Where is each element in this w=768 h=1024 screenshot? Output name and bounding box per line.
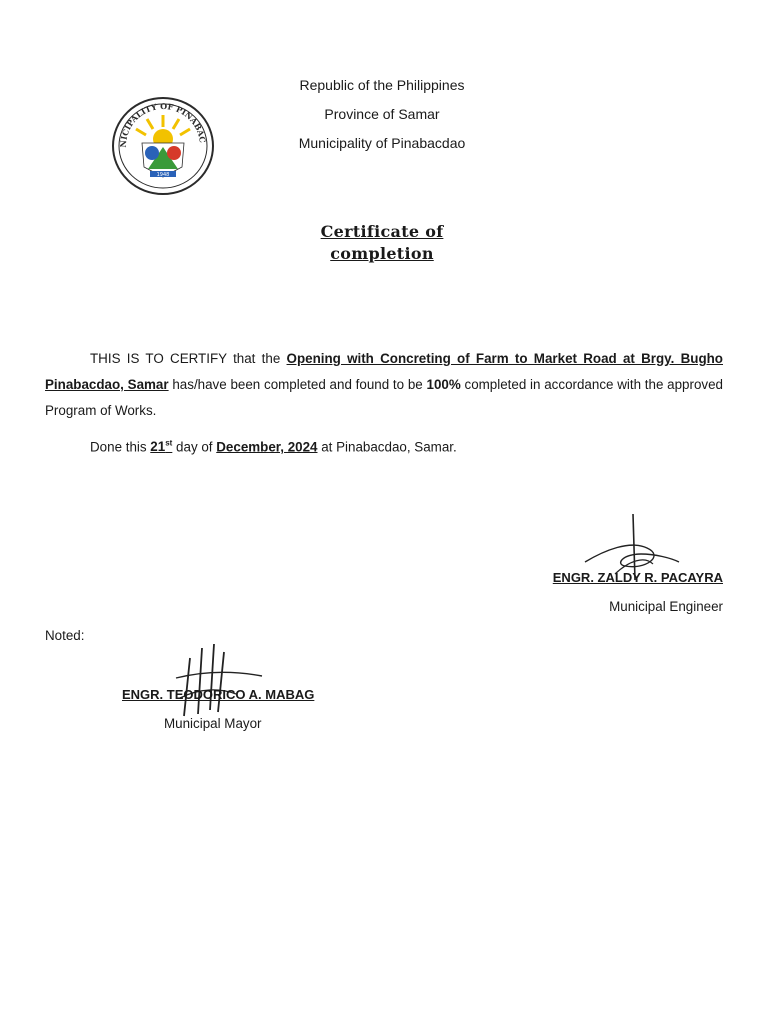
municipal-seal (112, 97, 214, 195)
done-day-suffix: st (165, 439, 173, 448)
body-intro: THIS IS TO CERTIFY that the (90, 351, 287, 366)
completion-percent: 100% (426, 377, 461, 392)
done-prefix: Done this (90, 439, 151, 455)
noted-label: Noted: (45, 628, 85, 643)
header-country: Republic of the Philippines (299, 77, 465, 93)
done-line (90, 439, 457, 454)
certificate-body (45, 346, 723, 424)
body-mid: has/have been completed and found to be (168, 377, 427, 392)
done-end: at Pinabacdao, Samar. (317, 439, 457, 455)
certificate-title-line2: completion (330, 244, 434, 263)
project-name: Opening with Concreting of Farm to Market Road at Brgy. Bugho Pinabacdao, Samar (45, 351, 723, 392)
done-day-number: 21 (150, 439, 166, 455)
done-mid: day of (172, 439, 217, 455)
seal-text: NICIPALITY OF PINABAC (117, 100, 208, 148)
seal-year: 1948 (156, 172, 170, 178)
mayor-position: Municipal Mayor (164, 716, 262, 731)
header-province: Province of Samar (324, 106, 440, 122)
body-end: completed in accordance with the approved Program of Works. (45, 377, 724, 418)
mayor-name: ENGR. TEODORICO A. MABAG (122, 687, 315, 702)
done-date: December, 2024 (216, 439, 318, 455)
certificate-title-line1: Certificate of (320, 222, 444, 241)
engineer-name: ENGR. ZALDY R. PACAYRA (552, 570, 723, 585)
engineer-position: Municipal Engineer (609, 599, 723, 614)
done-day (150, 439, 172, 454)
mayor-signature-icon (170, 638, 270, 720)
header-municipality: Municipality of Pinabacdao (298, 135, 466, 151)
